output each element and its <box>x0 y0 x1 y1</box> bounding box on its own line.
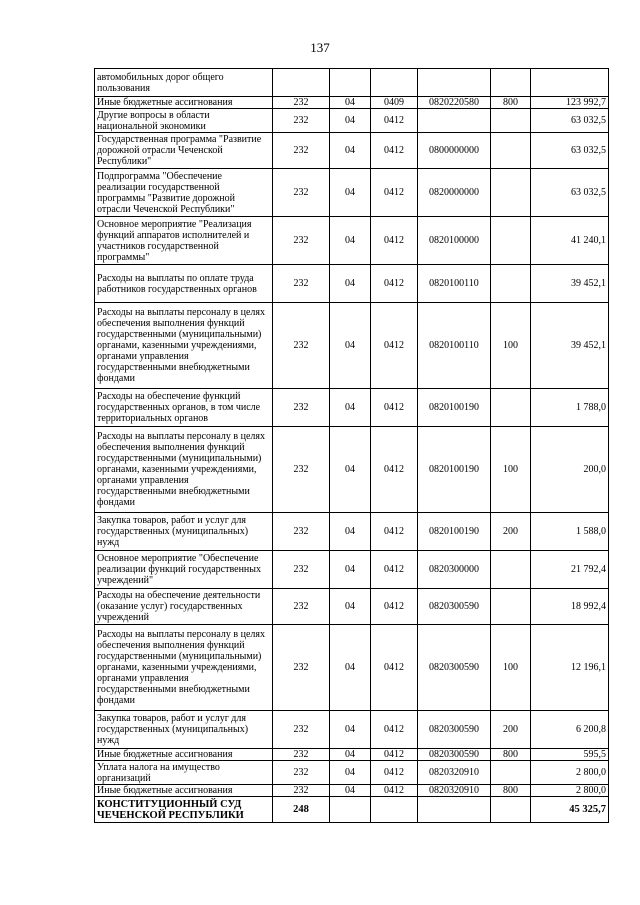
cell-admin-code <box>273 69 330 97</box>
cell-amount: 45 325,7 <box>531 797 609 823</box>
cell-amount: 39 452,1 <box>531 303 609 389</box>
cell-section <box>330 69 371 97</box>
cell-admin-code: 232 <box>273 785 330 797</box>
budget-table-body <box>95 69 609 823</box>
cell-section: 04 <box>330 97 371 109</box>
cell-target-article: 0820100110 <box>418 265 491 303</box>
table-row <box>95 589 609 625</box>
cell-subsection: 0412 <box>371 109 418 133</box>
table-row <box>95 265 609 303</box>
cell-target-article: 0820220580 <box>418 97 491 109</box>
cell-name: Закупка товаров, работ и услуг для государственных (муниципальных) нужд <box>95 711 273 749</box>
cell-expense-type: 100 <box>491 303 531 389</box>
cell-expense-type <box>491 551 531 589</box>
cell-expense-type: 800 <box>491 97 531 109</box>
cell-expense-type: 800 <box>491 749 531 761</box>
cell-section: 04 <box>330 109 371 133</box>
cell-target-article: 0820100190 <box>418 389 491 427</box>
cell-amount: 18 992,4 <box>531 589 609 625</box>
cell-subsection <box>371 69 418 97</box>
cell-admin-code: 232 <box>273 169 330 217</box>
cell-section: 04 <box>330 133 371 169</box>
cell-section: 04 <box>330 217 371 265</box>
cell-section: 04 <box>330 625 371 711</box>
cell-target-article: 0820100190 <box>418 513 491 551</box>
cell-amount: 21 792,4 <box>531 551 609 589</box>
table-row <box>95 69 609 97</box>
cell-name: Другие вопросы в области национальной экономики <box>95 109 273 133</box>
cell-amount: 1 788,0 <box>531 389 609 427</box>
table-row <box>95 133 609 169</box>
cell-amount: 2 800,0 <box>531 761 609 785</box>
cell-amount: 595,5 <box>531 749 609 761</box>
cell-subsection: 0412 <box>371 711 418 749</box>
cell-name: Закупка товаров, работ и услуг для государственных (муниципальных) нужд <box>95 513 273 551</box>
cell-admin-code: 232 <box>273 217 330 265</box>
cell-subsection: 0412 <box>371 303 418 389</box>
cell-expense-type <box>491 133 531 169</box>
cell-admin-code: 232 <box>273 265 330 303</box>
cell-section: 04 <box>330 589 371 625</box>
cell-section: 04 <box>330 711 371 749</box>
cell-admin-code: 232 <box>273 109 330 133</box>
cell-admin-code: 232 <box>273 625 330 711</box>
cell-subsection: 0412 <box>371 749 418 761</box>
cell-subsection: 0412 <box>371 133 418 169</box>
cell-expense-type: 800 <box>491 785 531 797</box>
cell-admin-code: 232 <box>273 133 330 169</box>
cell-expense-type <box>491 69 531 97</box>
cell-name: Иные бюджетные ассигнования <box>95 97 273 109</box>
cell-amount: 63 032,5 <box>531 133 609 169</box>
table-row <box>95 761 609 785</box>
table-row <box>95 427 609 513</box>
cell-amount: 12 196,1 <box>531 625 609 711</box>
cell-expense-type: 100 <box>491 625 531 711</box>
cell-name: Расходы на обеспечение деятельности (оказание услуг) государственных учреждений <box>95 589 273 625</box>
cell-admin-code: 248 <box>273 797 330 823</box>
cell-target-article <box>418 797 491 823</box>
cell-admin-code: 232 <box>273 589 330 625</box>
cell-admin-code: 232 <box>273 97 330 109</box>
cell-name: Расходы на обеспечение функций государственных органов, в том числе территориальных органов <box>95 389 273 427</box>
cell-amount: 39 452,1 <box>531 265 609 303</box>
cell-target-article: 0820100190 <box>418 427 491 513</box>
cell-section: 04 <box>330 303 371 389</box>
cell-subsection: 0409 <box>371 97 418 109</box>
cell-subsection: 0412 <box>371 625 418 711</box>
cell-section: 04 <box>330 551 371 589</box>
cell-admin-code: 232 <box>273 427 330 513</box>
cell-amount: 2 800,0 <box>531 785 609 797</box>
cell-name: автомобильных дорог общего пользования <box>95 69 273 97</box>
table-row <box>95 389 609 427</box>
cell-expense-type <box>491 169 531 217</box>
table-row <box>95 217 609 265</box>
table-row <box>95 749 609 761</box>
cell-amount: 200,0 <box>531 427 609 513</box>
cell-subsection: 0412 <box>371 513 418 551</box>
table-row <box>95 711 609 749</box>
cell-target-article: 0820300000 <box>418 551 491 589</box>
cell-subsection: 0412 <box>371 551 418 589</box>
cell-target-article: 0820100000 <box>418 217 491 265</box>
table-row <box>95 785 609 797</box>
cell-expense-type <box>491 389 531 427</box>
cell-admin-code: 232 <box>273 389 330 427</box>
cell-amount: 123 992,7 <box>531 97 609 109</box>
cell-target-article <box>418 109 491 133</box>
cell-section <box>330 797 371 823</box>
cell-admin-code: 232 <box>273 711 330 749</box>
cell-subsection: 0412 <box>371 589 418 625</box>
table-row <box>95 551 609 589</box>
cell-amount: 1 588,0 <box>531 513 609 551</box>
cell-section: 04 <box>330 169 371 217</box>
table-row <box>95 109 609 133</box>
page-number: 137 <box>310 40 330 55</box>
cell-name: Государственная программа "Развитие дорожной отрасли Чеченской Республики" <box>95 133 273 169</box>
cell-expense-type <box>491 217 531 265</box>
cell-subsection: 0412 <box>371 217 418 265</box>
cell-name: Иные бюджетные ассигнования <box>95 785 273 797</box>
cell-target-article: 0820300590 <box>418 711 491 749</box>
cell-target-article: 0820300590 <box>418 749 491 761</box>
cell-name: Основное мероприятие "Реализация функций аппаратов исполнителей и участников государственной программы" <box>95 217 273 265</box>
cell-target-article: 0820300590 <box>418 589 491 625</box>
cell-target-article: 0820320910 <box>418 761 491 785</box>
table-row <box>95 513 609 551</box>
cell-section: 04 <box>330 513 371 551</box>
cell-expense-type <box>491 589 531 625</box>
cell-amount <box>531 69 609 97</box>
cell-section: 04 <box>330 427 371 513</box>
cell-target-article: 0820320910 <box>418 785 491 797</box>
cell-target-article <box>418 69 491 97</box>
cell-name: Расходы на выплаты персоналу в целях обеспечения выполнения функций государственными (муниципальными) органами, казенными учреждениями, органами управления государственными внебюджетными фондами <box>95 303 273 389</box>
cell-amount: 41 240,1 <box>531 217 609 265</box>
cell-section: 04 <box>330 785 371 797</box>
cell-expense-type <box>491 265 531 303</box>
cell-name: Основное мероприятие "Обеспечение реализации функций государственных учреждений" <box>95 551 273 589</box>
cell-name: Расходы на выплаты персоналу в целях обеспечения выполнения функций государственными (муниципальными) органами, казенными учреждениями, органами управления государственными внебюджетными фондами <box>95 625 273 711</box>
cell-admin-code: 232 <box>273 303 330 389</box>
cell-expense-type: 100 <box>491 427 531 513</box>
cell-subsection: 0412 <box>371 169 418 217</box>
cell-amount: 63 032,5 <box>531 169 609 217</box>
cell-section: 04 <box>330 389 371 427</box>
cell-expense-type <box>491 797 531 823</box>
cell-amount: 63 032,5 <box>531 109 609 133</box>
cell-name: Расходы на выплаты персоналу в целях обеспечения выполнения функций государственными (муниципальными) органами, казенными учреждениями, органами управления государственными внебюджетными фондами <box>95 427 273 513</box>
cell-subsection: 0412 <box>371 265 418 303</box>
cell-expense-type <box>491 109 531 133</box>
cell-admin-code: 232 <box>273 551 330 589</box>
cell-target-article: 0820000000 <box>418 169 491 217</box>
budget-table <box>94 68 609 823</box>
cell-name: Подпрограмма "Обеспечение реализации государственной программы "Развитие дорожной отрасли Чеченской Республики" <box>95 169 273 217</box>
cell-expense-type <box>491 761 531 785</box>
table-row <box>95 625 609 711</box>
cell-name: КОНСТИТУЦИОННЫЙ СУД ЧЕЧЕНСКОЙ РЕСПУБЛИКИ <box>95 797 273 823</box>
cell-section: 04 <box>330 265 371 303</box>
cell-expense-type: 200 <box>491 513 531 551</box>
cell-subsection: 0412 <box>371 761 418 785</box>
cell-section: 04 <box>330 749 371 761</box>
cell-admin-code: 232 <box>273 749 330 761</box>
cell-admin-code: 232 <box>273 761 330 785</box>
cell-name: Уплата налога на имущество организаций <box>95 761 273 785</box>
cell-subsection: 0412 <box>371 785 418 797</box>
cell-expense-type: 200 <box>491 711 531 749</box>
cell-subsection: 0412 <box>371 389 418 427</box>
table-row <box>95 303 609 389</box>
cell-target-article: 0820100110 <box>418 303 491 389</box>
table-row <box>95 797 609 823</box>
cell-target-article: 0800000000 <box>418 133 491 169</box>
cell-section: 04 <box>330 761 371 785</box>
cell-amount: 6 200,8 <box>531 711 609 749</box>
cell-admin-code: 232 <box>273 513 330 551</box>
cell-name: Расходы на выплаты по оплате труда работников государственных органов <box>95 265 273 303</box>
cell-subsection <box>371 797 418 823</box>
cell-subsection: 0412 <box>371 427 418 513</box>
table-row <box>95 169 609 217</box>
cell-name: Иные бюджетные ассигнования <box>95 749 273 761</box>
cell-target-article: 0820300590 <box>418 625 491 711</box>
table-row <box>95 97 609 109</box>
